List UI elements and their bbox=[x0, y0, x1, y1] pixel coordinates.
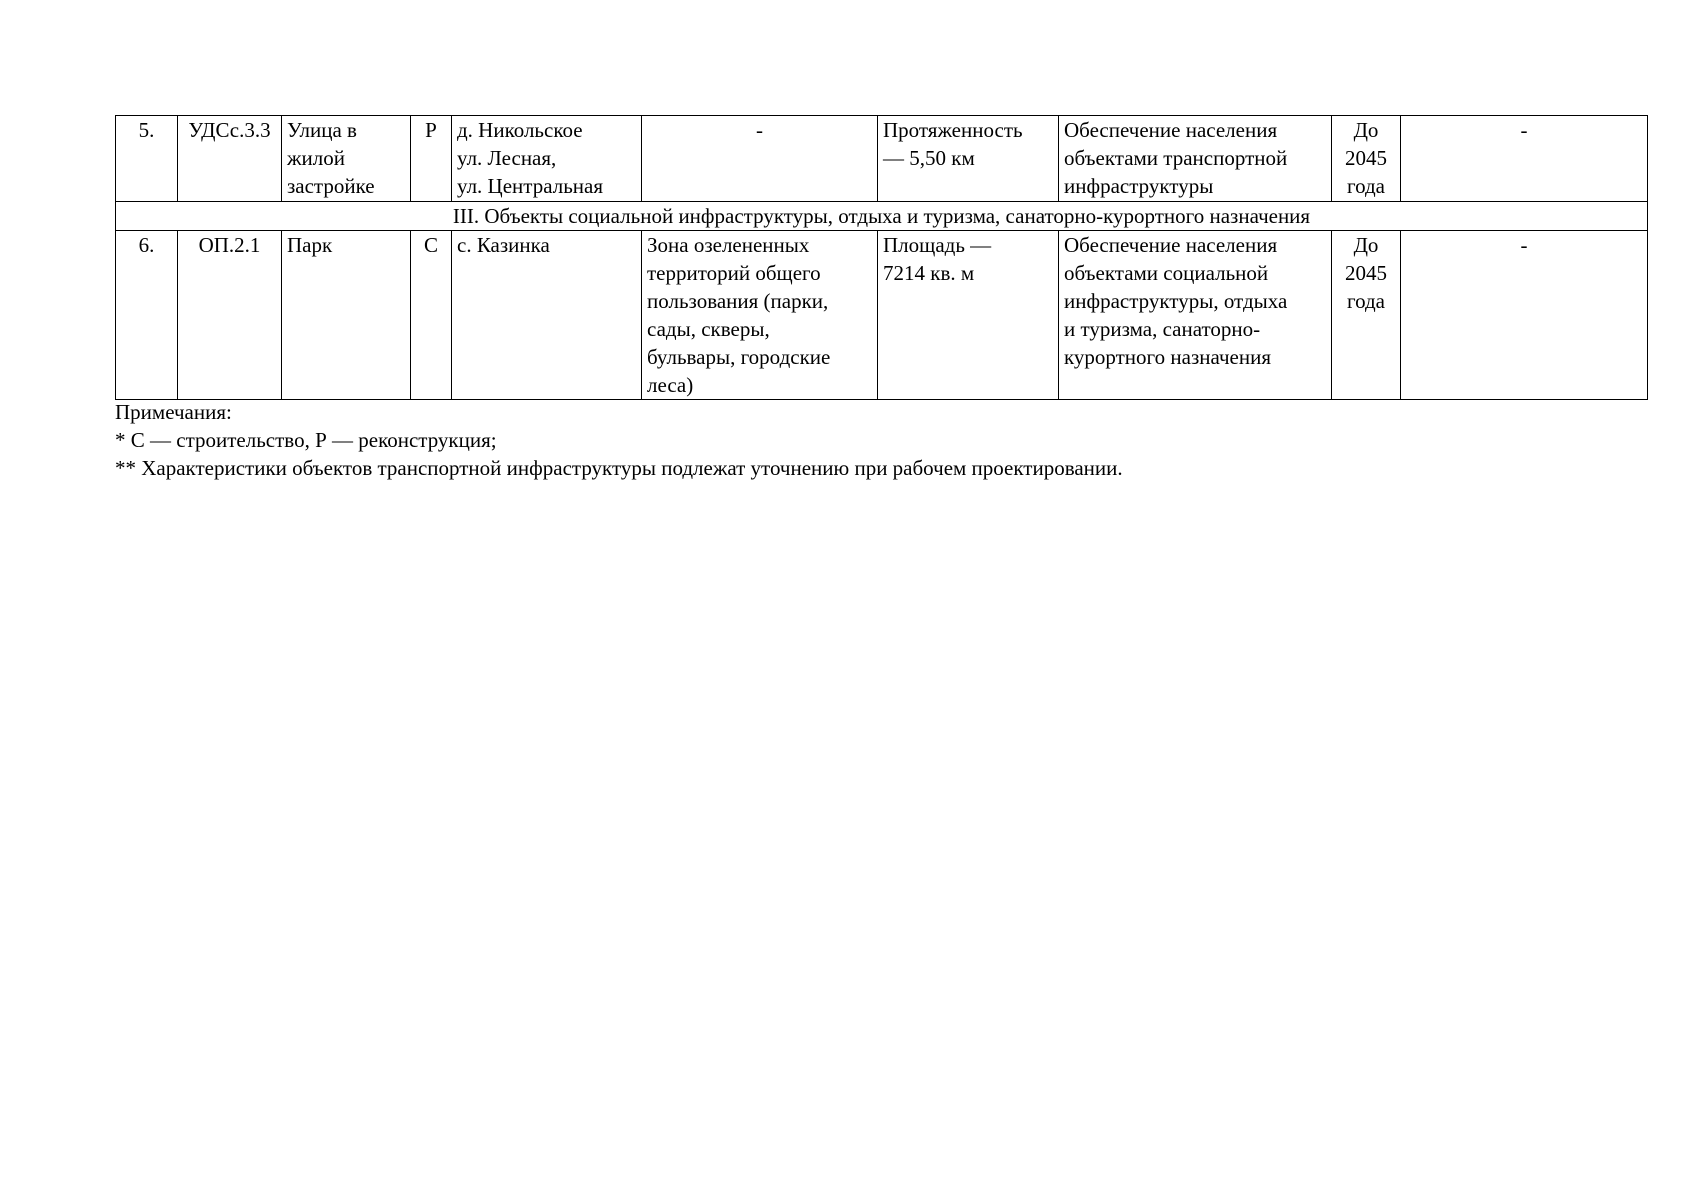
notes-title: Примечания: bbox=[115, 400, 232, 424]
object-purpose: Обеспечение населения объектами социальной инфраструктуры, отдыха и туризма, санаторно- курортного назначения bbox=[1059, 231, 1332, 400]
objects-table bbox=[115, 115, 1648, 400]
object-code: ОП.2.1 bbox=[178, 231, 282, 400]
object-type: С bbox=[411, 231, 452, 400]
object-location: д. Никольское ул. Лесная, ул. Центральная bbox=[452, 116, 642, 202]
section-heading-row bbox=[116, 202, 1648, 231]
table-row-5 bbox=[116, 116, 1648, 202]
object-term: До 2045 года bbox=[1332, 116, 1401, 202]
object-extra: - bbox=[1401, 231, 1648, 400]
object-extra: - bbox=[1401, 116, 1648, 202]
object-location: с. Казинка bbox=[452, 231, 642, 400]
object-zone: Зона озелененных территорий общего пользования (парки, сады, скверы, бульвары, городские леса) bbox=[642, 231, 878, 400]
object-code: УДСс.3.3 bbox=[178, 116, 282, 202]
notes-block bbox=[115, 398, 1123, 482]
row-number: 5. bbox=[116, 116, 178, 202]
note-line-1: * С — строительство, Р — реконструкция; bbox=[115, 428, 497, 452]
object-zone: - bbox=[642, 116, 878, 202]
object-name: Улица в жилой застройке bbox=[282, 116, 411, 202]
object-characteristics: Протяженность — 5,50 км bbox=[878, 116, 1059, 202]
object-characteristics: Площадь — 7214 кв. м bbox=[878, 231, 1059, 400]
object-term: До 2045 года bbox=[1332, 231, 1401, 400]
row-number: 6. bbox=[116, 231, 178, 400]
object-purpose: Обеспечение населения объектами транспортной инфраструктуры bbox=[1059, 116, 1332, 202]
note-line-2: ** Характеристики объектов транспортной инфраструктуры подлежат уточнению при рабочем проектировании. bbox=[115, 456, 1123, 480]
object-type: Р bbox=[411, 116, 452, 202]
object-name: Парк bbox=[282, 231, 411, 400]
table-row-6 bbox=[116, 231, 1648, 400]
section-heading: III. Объекты социальной инфраструктуры, отдыха и туризма, санаторно-курортного назначения bbox=[116, 202, 1648, 231]
